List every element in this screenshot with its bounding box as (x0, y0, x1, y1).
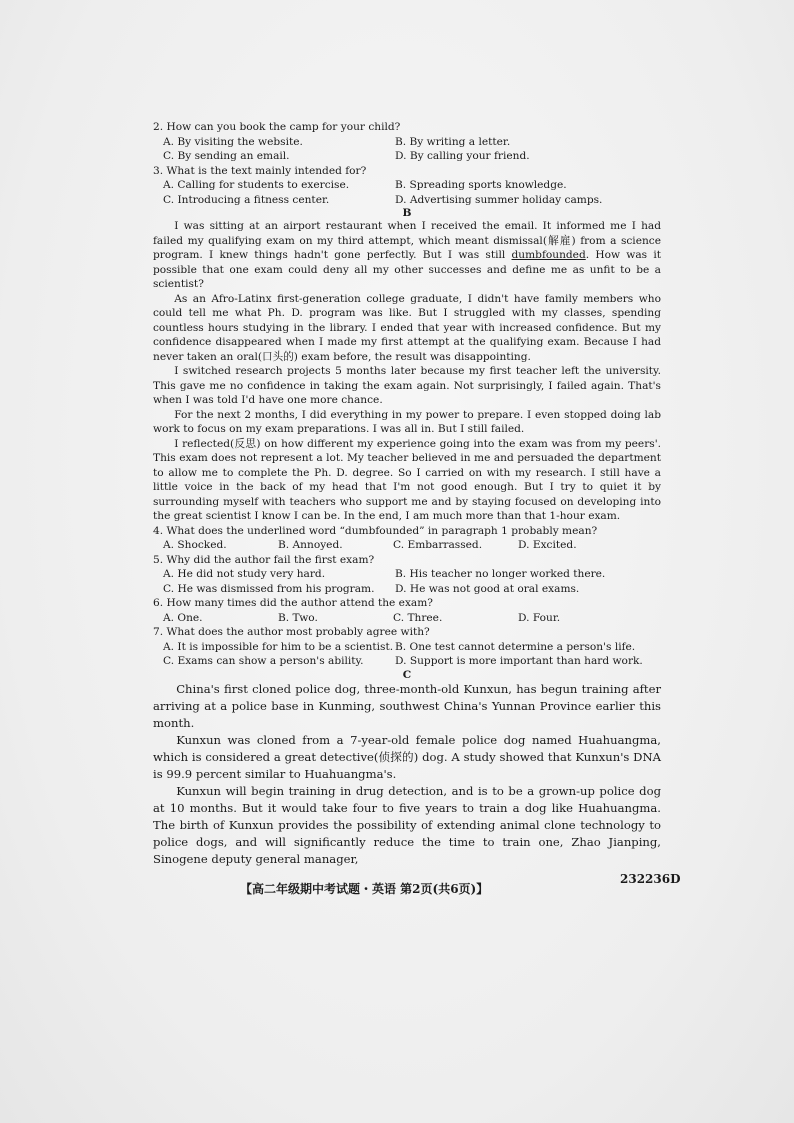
option: C. Exams can show a person's ability. (163, 655, 364, 667)
question-7-options (153, 640, 661, 669)
question-4-options (153, 538, 661, 553)
section-b-label: B (402, 207, 412, 219)
question-5-stem: 5. Why did the author fail the first exam? (153, 553, 375, 566)
option: B. By writing a letter. (395, 135, 511, 148)
option: C. Introducing a fitness center. (163, 193, 330, 206)
passage-b-paragraph-4: For the next 2 months, I did everything in my power to prepare. I even stopped doing lab work to focus on my exam preparations. I was all in. But I still failed. (153, 408, 661, 435)
option: C. He was dismissed from his program. (163, 582, 375, 595)
option: D. Advertising summer holiday camps. (395, 193, 603, 206)
underlined-word: dumbfounded (511, 249, 586, 261)
question-6-stem: 6. How many times did the author attend the exam? (153, 597, 433, 609)
option: B. His teacher no longer worked there. (395, 568, 606, 580)
option: C. By sending an email. (163, 150, 290, 162)
option: B. Spreading sports knowledge. (395, 179, 567, 191)
option: D. By calling your friend. (395, 150, 530, 162)
option: D. Support is more important than hard work. (395, 655, 643, 667)
question-3-options (153, 178, 661, 207)
option: B. Annoyed. (278, 539, 343, 551)
question-5-options (153, 567, 661, 596)
option: A. One. (163, 611, 203, 624)
question-3-stem: 3. What is the text mainly intended for? (153, 164, 367, 177)
footer-title: 【高二年级期中考试题・英语 第2页(共6页)】 (240, 882, 489, 896)
section-c-label: C (402, 668, 412, 681)
paper-code: 232236D (620, 872, 681, 886)
passage-b-paragraph-5: I reflected(反思) on how different my experience going into the exam was from my peers'. This exam does not represent a lot. My teacher believed in me and persuaded the department to allow me to complete the Ph. D. degree. So I carried on with my research. I still have a little voice in the back of my head that I'm not good enough. But I try to quiet it by surrounding myself with teachers who support me and by staying focused on developing into the great scientist I know I can be. In the end, I am much more than that 1-hour exam. (153, 437, 661, 522)
text: . How was it possible that one exam could deny all my other successes and define me as unfit to be a scientist? (153, 249, 661, 290)
page-content (153, 120, 661, 868)
passage-b-paragraph-2: As an Afro-Latinx first-generation college graduate, I didn't have family members who could tell me what Ph. D. program was like. But I struggled with my classes, spending countless hours studying in the library. I ended that year with increased confidence. But my confidence disappeared when I made my first attempt at the qualifying exam. Because I had never taken an oral(口头的) exam before, the result was disappointing. (153, 292, 661, 363)
passage-c-paragraph-3: Kunxun will begin training in drug detection, and is to be a grown-up police dog at 10 months. But it would take four to five years to train a dog like Huahuangma. The birth of Kunxun provides the possibility of extending animal clone technology to police dogs, and will significantly reduce the time to train one, Zhao Jianping, Sinogene deputy general manager, (153, 783, 661, 866)
passage-b-paragraph-3: I switched research projects 5 months later because my first teacher left the university. This gave me no confidence in taking the exam again. Not surprisingly, I failed again. That's when I was told I'd have one more chance. (153, 365, 661, 406)
option: B. One test cannot determine a person's life. (395, 640, 636, 653)
question-7-stem: 7. What does the author most probably agree with? (153, 626, 430, 638)
question-2-stem: 2. How can you book the camp for your child? (153, 121, 401, 133)
option: C. Embarrassed. (393, 539, 483, 551)
option: B. Two. (278, 611, 318, 624)
option: D. He was not good at oral exams. (395, 582, 580, 595)
option: D. Excited. (518, 539, 577, 551)
option: D. Four. (518, 611, 561, 624)
question-6-options (153, 611, 661, 626)
option: A. By visiting the website. (163, 135, 303, 148)
question-2-options (153, 135, 661, 164)
option: C. Three. (393, 611, 443, 624)
text: I was sitting at an airport restaurant when I received the email. It informed me I had failed my qualifying exam on my third attempt, which meant dismissal(解雇) from a science program. I knew things hadn't gone perfectly. But I was still (153, 220, 661, 261)
option: A. It is impossible for him to be a scientist. (163, 640, 394, 653)
option: A. He did not study very hard. (163, 568, 326, 580)
passage-c-paragraph-2: Kunxun was cloned from a 7-year-old female police dog named Huahuangma, which is considered a great detective(侦探的) dog. A study showed that Kunxun's DNA is 99.9 percent similar to Huahuangma's. (153, 732, 661, 781)
option: A. Shocked. (163, 539, 227, 551)
passage-b-paragraph-1 (153, 219, 661, 292)
passage-c-paragraph-1: China's first cloned police dog, three-month-old Kunxun, has begun training after arriving at a police base in Kunming, southwest China's Yunnan Province earlier this month. (153, 681, 661, 730)
option: A. Calling for students to exercise. (163, 179, 350, 191)
question-4-stem: 4. What does the underlined word “dumbfounded” in paragraph 1 probably mean? (153, 524, 598, 537)
